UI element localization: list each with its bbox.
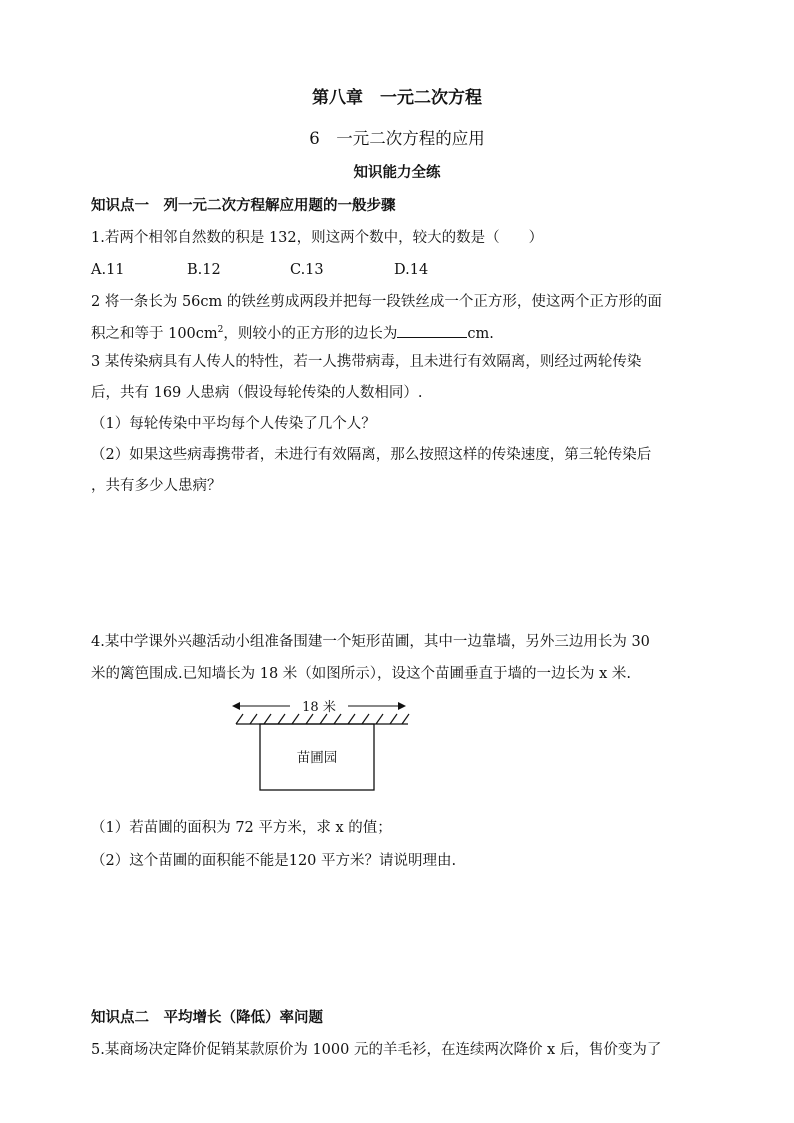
question-1-option-a: A.11 xyxy=(91,262,125,278)
section-title: 6 一元二次方程的应用 xyxy=(309,129,485,148)
question-2-line-1: 2 将一条长为 56cm 的铁丝剪成两段并把每一段铁丝成一个正方形，使这两个正方形的面 xyxy=(91,294,662,310)
question-3-sub-1: （1）每轮传染中平均每个人传染了几个人？ xyxy=(91,416,376,432)
wall-length-label: 18 米 xyxy=(302,700,336,715)
wall-hatching xyxy=(236,714,409,724)
answer-blank[interactable] xyxy=(397,323,467,338)
question-3-sub-2-line-2: ，共有多少人患病？ xyxy=(91,478,222,494)
question-2-text-b: ，则较小的正方形的边长为 xyxy=(223,326,398,342)
question-2-line-2 xyxy=(91,323,494,344)
garden-figure xyxy=(228,698,412,794)
question-3-line-2: 后，共有 169 人患病（假设每轮传染的人数相同）. xyxy=(91,385,423,401)
chapter-title: 第八章 一元二次方程 xyxy=(312,88,482,108)
question-3-sub-2-line-1: （2）如果这些病毒携带者，未进行有效隔离，那么按照这样的传染速度，第三轮传染后 xyxy=(91,447,652,463)
question-1-option-b: B.12 xyxy=(187,262,221,278)
knowledge-point-1-heading: 知识点一 列一元二次方程解应用题的一般步骤 xyxy=(91,197,396,214)
question-4-line-1: 4.某中学课外兴趣活动小组准备围建一个矩形苗圃，其中一边靠墙，另外三边用长为 30 xyxy=(91,634,650,650)
arrow-left-icon xyxy=(232,702,240,710)
question-2-text-c: cm. xyxy=(467,326,494,342)
question-5-line-1: 5.某商场决定降价促销某款原价为 1000 元的羊毛衫，在连续两次降价 x 后，售价变为了 xyxy=(91,1042,662,1058)
knowledge-point-2-heading: 知识点二 平均增长（降低）率问题 xyxy=(91,1009,323,1026)
question-1-text: 1.若两个相邻自然数的积是 132，则这两个数中，较大的数是（ ） xyxy=(91,230,544,246)
superscript-2: 2 xyxy=(217,325,224,336)
question-1-option-c: C.13 xyxy=(290,262,324,278)
question-4-line-2: 米的篱笆围成.已知墙长为 18 米（如图所示），设这个苗圃垂直于墙的一边长为 x 米. xyxy=(91,666,632,682)
garden-figure-svg xyxy=(228,698,412,794)
question-3-line-1: 3 某传染病具有人传人的特性，若一人携带病毒，且未进行有效隔离，则经过两轮传染 xyxy=(91,354,642,370)
arrow-right-icon xyxy=(398,702,406,710)
question-2-text-a: 积之和等于 100cm xyxy=(91,326,218,342)
question-1-option-d: D.14 xyxy=(394,262,429,278)
question-4-sub-2: （2）这个苗圃的面积能不能是120 平方米？请说明理由. xyxy=(91,853,457,869)
question-4-sub-1: （1）若苗圃的面积为 72 平方米，求 x 的值； xyxy=(91,820,392,836)
exercise-title: 知识能力全练 xyxy=(353,164,441,181)
garden-label: 苗圃园 xyxy=(296,750,338,766)
